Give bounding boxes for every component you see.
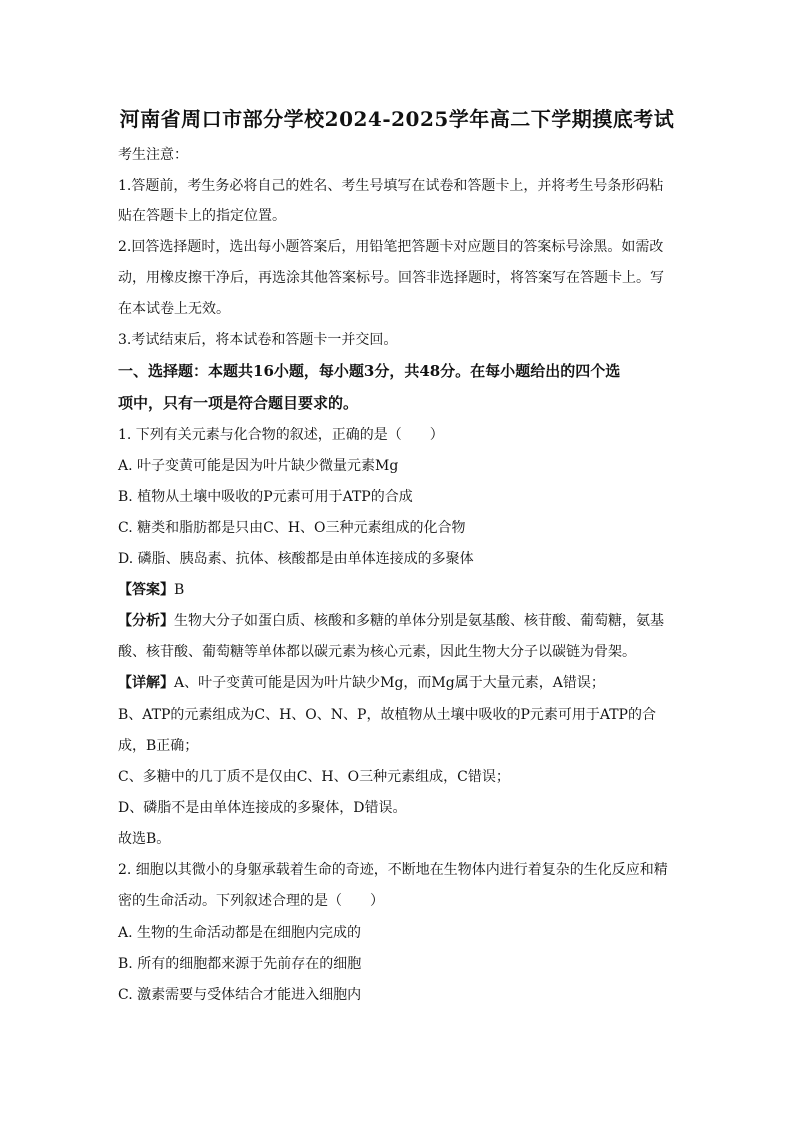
q2-stem-line-2: 密的生命活动。下列叙述合理的是（ ）	[118, 893, 384, 909]
q1-detail-line-1	[118, 673, 678, 693]
q1-analysis-line-2: 酸、核苷酸、葡萄糖等单体都以碳元素为核心元素，因此生物大分子以碳链为骨架。	[118, 644, 636, 660]
analysis-text: 生物大分子如蛋白质、核酸和多糖的单体分别是氨基酸、核苷酸、葡萄糖，氨基	[174, 613, 664, 629]
answer-tag: 【答案】	[118, 582, 174, 598]
q1-answer	[118, 580, 678, 600]
q1-detail-line-4: C、多糖中的几丁质不是仅由C、H、O三种元素组成，C错误；	[118, 769, 510, 785]
q1-option-b: B. 植物从土壤中吸收的P元素可用于ATP的合成	[118, 489, 413, 505]
q1-detail-line-3: 成，B正确；	[118, 738, 199, 754]
q2-stem-line-1: 2. 细胞以其微小的身躯承载着生命的奇迹，不断地在生物体内进行着复杂的生化反应和精	[118, 862, 668, 878]
q1-option-a: A. 叶子变黄可能是因为叶片缺少微量元素Mg	[118, 458, 399, 474]
notice-item-2-line-3: 在本试卷上无效。	[118, 301, 230, 317]
q1-stem: 1. 下列有关元素与化合物的叙述，正确的是（ ）	[118, 427, 444, 443]
section-heading-line-2: 项中，只有一项是符合题目要求的。	[118, 394, 359, 412]
answer-value: B	[174, 582, 185, 598]
notice-item-1-line-2: 贴在答题卡上的指定位置。	[118, 208, 286, 224]
section-heading-line-1: 一、选择题：本题共16小题，每小题3分，共48分。在每小题给出的四个选	[118, 362, 621, 380]
q1-detail-line-5: D、磷脂不是由单体连接成的多聚体，D错误。	[118, 800, 407, 816]
analysis-tag: 【分析】	[118, 613, 174, 629]
q2-option-c: C. 激素需要与受体结合才能进入细胞内	[118, 987, 362, 1003]
notice-item-3: 3.考试结束后，将本试卷和答题卡一并交回。	[118, 332, 398, 348]
q1-analysis-line-1	[118, 611, 678, 631]
q1-option-d: D. 磷脂、胰岛素、抗体、核酸都是由单体连接成的多聚体	[118, 551, 474, 567]
detail-text: A、叶子变黄可能是因为叶片缺少Mg，而Mg属于大量元素，A错误；	[174, 675, 605, 691]
notice-item-2-line-1: 2.回答选择题时，选出每小题答案后，用铅笔把答题卡对应题目的答案标号涂黑。如需改	[118, 239, 664, 255]
q1-conclusion: 故选B。	[118, 831, 171, 847]
notice-item-1-line-1: 1.答题前，考生务必将自己的姓名、考生号填写在试卷和答题卡上，并将考生号条形码粘	[118, 178, 664, 194]
q1-option-c: C. 糖类和脂肪都是只由C、H、O三种元素组成的化合物	[118, 520, 466, 536]
detail-tag: 【详解】	[118, 675, 174, 691]
document-title: 河南省周口市部分学校2024-2025学年高二下学期摸底考试	[119, 107, 675, 131]
q1-detail-line-2: B、ATP的元素组成为C、H、O、N、P，故植物从土壤中吸收的P元素可用于ATP的合	[118, 707, 656, 723]
q2-option-a: A. 生物的生命活动都是在细胞内完成的	[118, 925, 362, 941]
notice-heading: 考生注意：	[118, 147, 188, 163]
q2-option-b: B. 所有的细胞都来源于先前存在的细胞	[118, 956, 362, 972]
notice-item-2-line-2: 动，用橡皮擦干净后，再选涂其他答案标号。回答非选择题时，将答案写在答题卡上。写	[118, 270, 664, 286]
